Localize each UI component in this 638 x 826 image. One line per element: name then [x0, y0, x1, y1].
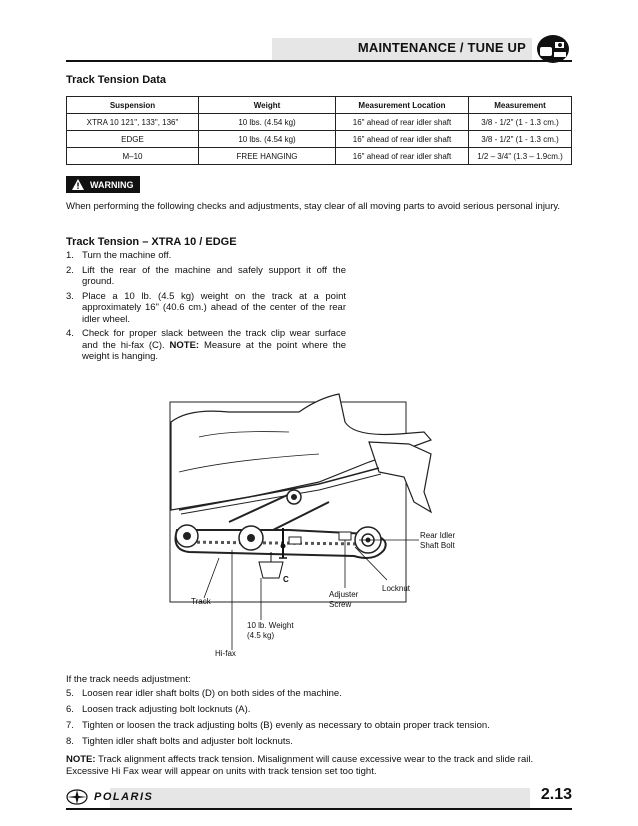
list-item: [66, 328, 346, 363]
column-header-weight: Weight: [199, 97, 336, 114]
step-text: Measure at the point where the weight is hanging.: [82, 339, 347, 362]
table-cell: FREE HANGING: [199, 148, 336, 165]
label-hifax: Hi-fax: [215, 649, 236, 658]
procedure-steps: [66, 250, 346, 366]
step-text: Loosen track adjusting bolt locknuts (A).: [82, 704, 251, 715]
step-number: 5.: [66, 688, 74, 699]
label-screw: Screw: [329, 600, 352, 609]
label-weight: 10 lb. Weight: [247, 621, 294, 630]
list-item: [66, 736, 572, 748]
table-cell: 3/8 - 1/2" (1 - 1.3 cm.): [469, 114, 572, 131]
table-cell: 10 lbs. (4.54 kg): [199, 131, 336, 148]
list-item: [66, 291, 346, 326]
step-number: 2.: [66, 264, 74, 276]
table-row: [67, 131, 572, 148]
table-cell: 16" ahead of rear idler shaft: [336, 131, 469, 148]
step-text: Tighten idler shaft bolts and adjuster bolt locknuts.: [82, 736, 293, 747]
label-rear-idler: Rear Idler: [420, 531, 456, 540]
footer-band: [110, 788, 530, 808]
table-cell: 1/2 – 3/4" (1.3 – 1.9cm.): [469, 148, 572, 165]
step-text: Check for proper slack between the track clip wear surface and the hi-fax (C).: [82, 328, 346, 351]
table-cell: XTRA 10 121", 133", 136": [67, 114, 199, 131]
step-number: 7.: [66, 720, 74, 731]
label-locknut: Locknut: [382, 584, 411, 593]
label-weight-kg: (4.5 kg): [247, 631, 275, 640]
warning-text: When performing the following checks and adjustments, stay clear of all moving parts to avoid serious personal injury.: [66, 201, 561, 212]
step-number: 1.: [66, 250, 74, 261]
brand-name: POLARIS: [94, 791, 154, 803]
label-shaft-bolt: Shaft Bolt: [420, 541, 455, 550]
list-item: [66, 720, 572, 732]
section-title: Track Tension Data: [66, 74, 167, 86]
polaris-logo: [66, 787, 153, 807]
table-cell: 16" ahead of rear idler shaft: [336, 114, 469, 131]
table-cell: 16" ahead of rear idler shaft: [336, 148, 469, 165]
page-number: 2.13: [540, 786, 572, 803]
table-cell: 3/8 - 1/2" (1 - 1.3 cm.): [469, 131, 572, 148]
warning-label: WARNING: [90, 179, 134, 190]
table-cell: 10 lbs. (4.54 kg): [199, 114, 336, 131]
warning-badge: [66, 176, 140, 193]
note-label: NOTE:: [169, 339, 200, 351]
step-text: Loosen rear idler shaft bolts (D) on both sides of the machine.: [82, 688, 342, 699]
label-c: C: [283, 575, 289, 584]
header-rule: [66, 60, 572, 62]
note-label: NOTE:: [66, 754, 96, 765]
label-track: Track: [191, 597, 211, 606]
polaris-star-icon: [66, 789, 88, 805]
label-adjuster: Adjuster: [329, 590, 359, 599]
step-number: 6.: [66, 704, 74, 715]
step-text: Place a 10 lb. (4.5 kg) weight on the track at a point approximately 16" (40.6 cm.) ahead of the center of the rear idler wheel.: [82, 290, 346, 325]
table-row: [67, 114, 572, 131]
list-item: [66, 250, 346, 262]
subsection-title: Track Tension – XTRA 10 / EDGE: [66, 236, 237, 248]
table-cell: EDGE: [67, 131, 199, 148]
step-text: Lift the rear of the machine and safely support it off the ground.: [82, 264, 346, 287]
table-cell: M–10: [67, 148, 199, 165]
step-number: 4.: [66, 328, 74, 339]
column-header-location: Measurement Location: [336, 97, 469, 114]
list-item: [66, 704, 572, 716]
step-text: Turn the machine off.: [82, 250, 172, 261]
track-tension-diagram: [169, 382, 469, 664]
list-item: [66, 265, 346, 288]
adjustment-steps: [66, 688, 572, 752]
list-item: [66, 688, 572, 700]
step-number: 3.: [66, 290, 74, 302]
table-row: [67, 148, 572, 165]
track-tension-table: [66, 96, 572, 165]
page-header-title: MAINTENANCE / TUNE UP: [357, 40, 526, 55]
step-text: Tighten or loosen the track adjusting bolts (B) evenly as necessary to obtain proper track tension.: [82, 720, 490, 731]
column-header-measurement: Measurement: [469, 97, 572, 114]
step-number: 8.: [66, 736, 74, 747]
alignment-note: [66, 754, 572, 778]
adjustment-intro: If the track needs adjustment:: [66, 674, 191, 685]
warning-triangle-icon: [72, 179, 84, 190]
note-text: Track alignment affects track tension. Misalignment will cause excessive wear to the track and slide rail. Excessive Hi Fax wear will appear on units with track tension set too tight.: [66, 754, 534, 777]
column-header-suspension: Suspension: [67, 97, 199, 114]
footer-rule: [66, 808, 572, 810]
snowmobile-wrench-icon: [536, 34, 570, 64]
table-header-row: [67, 97, 572, 114]
